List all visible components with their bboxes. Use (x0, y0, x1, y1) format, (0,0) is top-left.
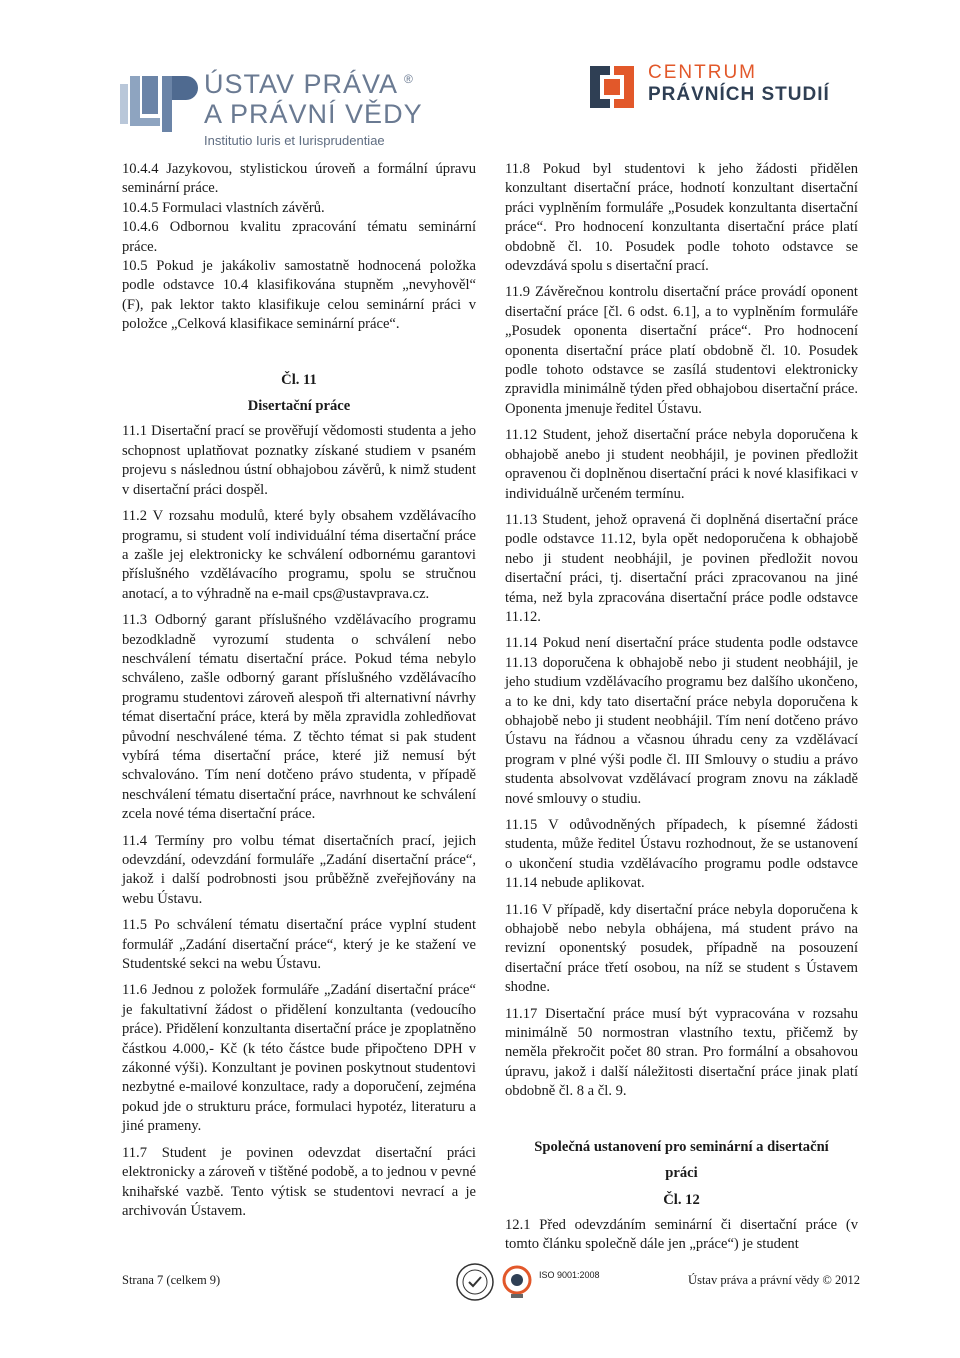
paragraph-11-5: 11.5 Po schválení tématu disertační práce vyplní student formulář „Zadání disertační práce“, který je ke stažení ve Studentské sekci na webu Ústavu. (122, 917, 476, 973)
article-title: Disertační práce (247, 398, 351, 415)
paragraph-11-13: 11.13 Student, jehož opravená či doplněná disertační práce podle odstavce 11.12, byla opět nedoporučena k obhajobě nebo ji student neobhájil, je povinen předložit novou disertační práci, tj. disertační práci zpracovanou na jiné téma, než byla zpracována disertační práce podle odstavce 11.12. (505, 511, 858, 625)
article-11-heading (122, 371, 476, 417)
sgs-logo-icon (499, 1264, 535, 1300)
paragraph-11-17: 11.17 Disertační práce musí být vypracována v rozsahu minimálně 50 normostran vlastního textu, přičemž by neměla překročit počet 80 stran. Pro formální a obsahovou úpravu, jakož i další náležitosti disertační práce jinak platí obdobně čl. 8 a čl. 9. (505, 1005, 858, 1100)
article-number: Čl. 12 (663, 1191, 700, 1208)
paragraph-11-3: 11.3 Odborný garant příslušného vzdělávacího programu bezodkladně vyrozumí studenta o schválení nebo neschválení tématu disertační práce. Pokud téma nebylo schváleno, zašle odborný garant příslušného vzdělávacího programu studentovi zároveň alespoň tři alternativní návrhy témat disertační práce, která by měla zpravidla zohledňovat původní neschválené téma. Z těchto témat si pak student vybírá téma disertační práce, které již nemusí být schvalováno. Tím není dotčeno právo studenta, v případě neschválení tématu disertační práce, navrhnout ke schválení zcela nové téma disertační práce. (122, 612, 476, 823)
institute-name-line2: A PRÁVNÍ VĚDY (204, 99, 423, 129)
copyright: Ústav práva a právní vědy © 2012 (688, 1273, 860, 1287)
section-title-line2: práci (665, 1165, 698, 1182)
paragraph-11-15: 11.15 V odůvodněných případech, k písemné žádosti studenta, může ředitel Ústavu rozhodnout, že se ustanovení o ukončení studia vzdělávacího programu podle odstavce 11.14 nebude aplikovat. (505, 817, 858, 892)
paragraph-12-1: 12.1 Před odevzdáním seminární či disertační práce (v tomto článku společně dále jen „práce“) je student (505, 1216, 858, 1253)
paragraph-11-7: 11.7 Student je povinen odevzdat disertační práci elektronicky a zároveň v tištěné podobě, a to jednou v pevné knihařské vazbě. Tento výtisk se studentovi nevrací a je archivován Ústavem. (122, 1144, 476, 1219)
paragraph-11-14: 11.14 Pokud není disertační práce studenta podle odstavce 11.13 doporučena k obhajobě nebo ji student neobhájil, je jeho studium vzdělávacího programu bez dalšího ukončeno, a to ke dni, kdy tato disertační práce nebyla doporučena k obhajobě nebo ji student neobhájil. Tím není dotčeno právo Ústavu na řádnou a včasnou úhradu ceny za vzdělávací program v plné výši podle čl. III Smlouvy o studiu a právo studenta absolvovat vzdělávací program znovu na základě nové smlouvy o studiu. (505, 635, 858, 807)
page-number: Strana 7 (celkem 9) (122, 1273, 221, 1287)
upv-logo-icon (120, 70, 200, 132)
institute-name-line1: ÚSTAV PRÁVA (204, 69, 399, 99)
paragraph-11-8: 11.8 Pokud byl studentovi k jeho žádosti přidělen konzultant disertační práce, hodnotí konzultant disertační práci vyplněním formuláře „Posudek konzultanta disertační práce“. Pro hodnocení konzultanta disertační práce platí obdobně čl. 10. Posudek podle tohoto odstavce se odevzdává spolu s disertační prací. (505, 161, 858, 275)
paragraph-11-16: 11.16 V případě, kdy disertační práce nebyla doporučena k obhajobě nebo nebyla obhájena, má student právo na revizní oponentský posudek, případně na posouzení disertační práce třetí osobou, na níž se student s Ústavem shodne. (505, 901, 858, 996)
paragraph-11-6: 11.6 Jednou z položek formuláře „Zadání disertační práce“ je fakultativní žádost o přidělení konzultanta (vedoucího práce). Přidělení konzultanta disertační práce je zpoplatněno částkou 4.000,- Kč (k této částce bude připočteno DPH v zákonné výši). Konzultant je povinen poskytnout studentovi nezbytné e-mailové konzultace, rady a doporučení, zejména pokud jde o strukturu práce, formulaci hypotéz, literaturu a jiné prameny. (122, 982, 476, 1135)
centre-logo (588, 60, 878, 120)
paragraph-10-5: 10.5 Pokud je jakákoliv samostatně hodnocená položka podle odstavce 10.4 klasifikována stupněm „nevyhověl“ (F), pak lektor takto klasifikuje celou seminární práci v položce „Celková klasifikace seminární práce“. (122, 258, 476, 333)
registered-mark: ® (404, 72, 414, 86)
paragraph-10-4-4: 10.4.4 Jazykovou, stylistickou úroveň a formální úpravu seminární práce. (122, 161, 476, 197)
section-title-line1: Společná ustanovení pro seminární a disertační (534, 1138, 829, 1155)
paragraph-11-1: 11.1 Disertační prací se prověřují vědomosti studenta a jeho schopnost uplatňovat poznatky získané studiem v psaném projevu s následnou ústní obhajobou závěrů, k nimž student v disertační práci dospěl. (122, 423, 476, 498)
article-number: Čl. 11 (281, 371, 317, 388)
centre-name-line1: CENTRUM (648, 62, 757, 83)
paragraph-11-4: 11.4 Termíny pro volbu témat disertačních prací, jejich odevzdání, odevzdání formuláře „Zadání disertační práce“, jakož i další podrobnosti jsou průběžně zveřejňovány na webu Ústavu. (122, 832, 476, 907)
cps-logo-icon (588, 62, 638, 112)
paragraph-11-2: 11.2 V rozsahu modulů, které byly obsahem vzdělávacího programu, si student volí individuální téma disertační práce a zašle jej elektronicky ke schválení odbornému garantovi příslušného vzdělávacího programu, spolu se stručnou anotací, a to výhradně na e-mail cps@ustavprava.cz. (122, 508, 476, 602)
article-12-heading (505, 1138, 858, 1210)
certification-block (455, 1262, 615, 1302)
certification-seal-icon (455, 1262, 495, 1302)
left-column (122, 160, 476, 1228)
right-column (505, 160, 858, 1262)
paragraph-11-9: 11.9 Závěrečnou kontrolu disertační práce provádí oponent disertační práce [čl. 6 odst. 6.1], a to vyplněním formuláře „Posudek oponenta disertační práce“. Pro hodnocení oponenta disertační práce platí obdobně čl. 10. Posudek podle tohoto odstavce se zasílá studentovi elektronicky zpravidla minimálně týden před obhajobou disertační práce. Oponenta jmenuje ředitel Ústavu. (505, 284, 858, 417)
paragraph-10-4-5: 10.4.5 Formulaci vlastních závěrů. (122, 199, 325, 216)
paragraph-11-12: 11.12 Student, jehož disertační práce nebyla doporučena k obhajobě anebo ji student neobhájil, je povinen předložit opravenou či doplněnou disertační práci k nové klasifikaci v individuálně určeném termínu. (505, 427, 858, 502)
institute-latin-name: Institutio Iuris et Iurisprudentiae (204, 133, 385, 148)
centre-name-line2: PRÁVNÍCH STUDIÍ (648, 84, 830, 105)
paragraph-10-4-6: 10.4.6 Odbornou kvalitu zpracování tématu seminární práce. (122, 219, 476, 255)
iso-label: ISO 9001:2008 (539, 1270, 600, 1280)
institute-logo (120, 64, 440, 148)
